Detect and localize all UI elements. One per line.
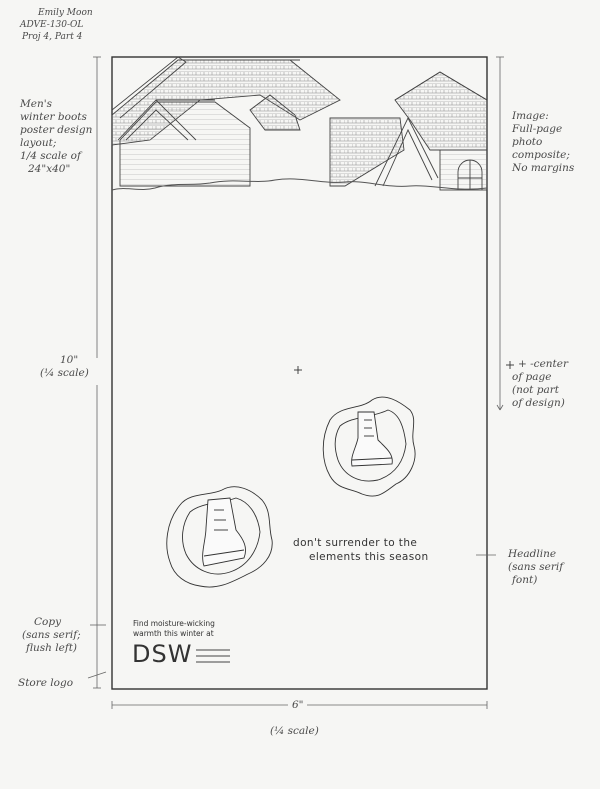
- description-line-1: Men's: [20, 98, 53, 110]
- image-note-line-3: photo: [512, 136, 543, 148]
- store-logo: DSW: [132, 640, 193, 668]
- headline-note-line-2: (sans serif: [508, 561, 564, 573]
- width-scale: (¼ scale): [270, 725, 319, 737]
- height-scale: (¼ scale): [40, 367, 89, 379]
- image-note-line-4: composite;: [512, 149, 570, 161]
- lower-boot-in-snow: [167, 487, 272, 587]
- center-mark: [294, 366, 302, 374]
- image-bracket: [496, 57, 504, 410]
- center-note-line-3: (not part: [512, 384, 559, 396]
- headline-line-1: don't surrender to the: [293, 537, 418, 549]
- author-name: Emily Moon: [38, 8, 93, 18]
- center-note-line-1: + -center: [518, 358, 568, 370]
- copy-note-line-1: Copy: [34, 616, 62, 628]
- upper-boot-in-snow: [323, 397, 415, 496]
- project-part: Proj 4, Part 4: [22, 32, 83, 42]
- center-note-mark: [506, 361, 514, 369]
- description-line-3: poster design: [20, 124, 93, 136]
- headline-note-line-3: font): [512, 574, 538, 586]
- course-code: ADVE-130-OL: [20, 20, 84, 30]
- copy-note-line-3: flush left): [26, 642, 78, 654]
- description-line-4: layout;: [20, 137, 57, 149]
- width-label: 6": [292, 699, 304, 711]
- description-line-5: 1/4 scale of: [20, 150, 81, 162]
- copy-line-2: warmth this winter at: [133, 629, 214, 638]
- description-line-6: 24"x40": [28, 163, 71, 175]
- logo-lines: [196, 650, 230, 662]
- center-note-line-2: of page: [512, 371, 552, 383]
- image-note-line-5: No margins: [512, 162, 575, 174]
- copy-note-line-2: (sans serif;: [22, 629, 81, 641]
- description-line-2: winter boots: [20, 111, 87, 123]
- headline-line-2: elements this season: [309, 551, 429, 563]
- logo-note: Store logo: [18, 677, 74, 689]
- house-illustration: [112, 57, 487, 190]
- image-note-line-2: Full-page: [512, 123, 563, 135]
- center-note-line-4: of design): [512, 397, 565, 409]
- height-label: 10": [60, 354, 79, 366]
- height-dimension-line: [93, 57, 101, 688]
- image-note-line-1: Image:: [512, 110, 549, 122]
- copy-line-1: Find moisture-wicking: [133, 619, 215, 628]
- headline-note-line-1: Headline: [508, 548, 557, 560]
